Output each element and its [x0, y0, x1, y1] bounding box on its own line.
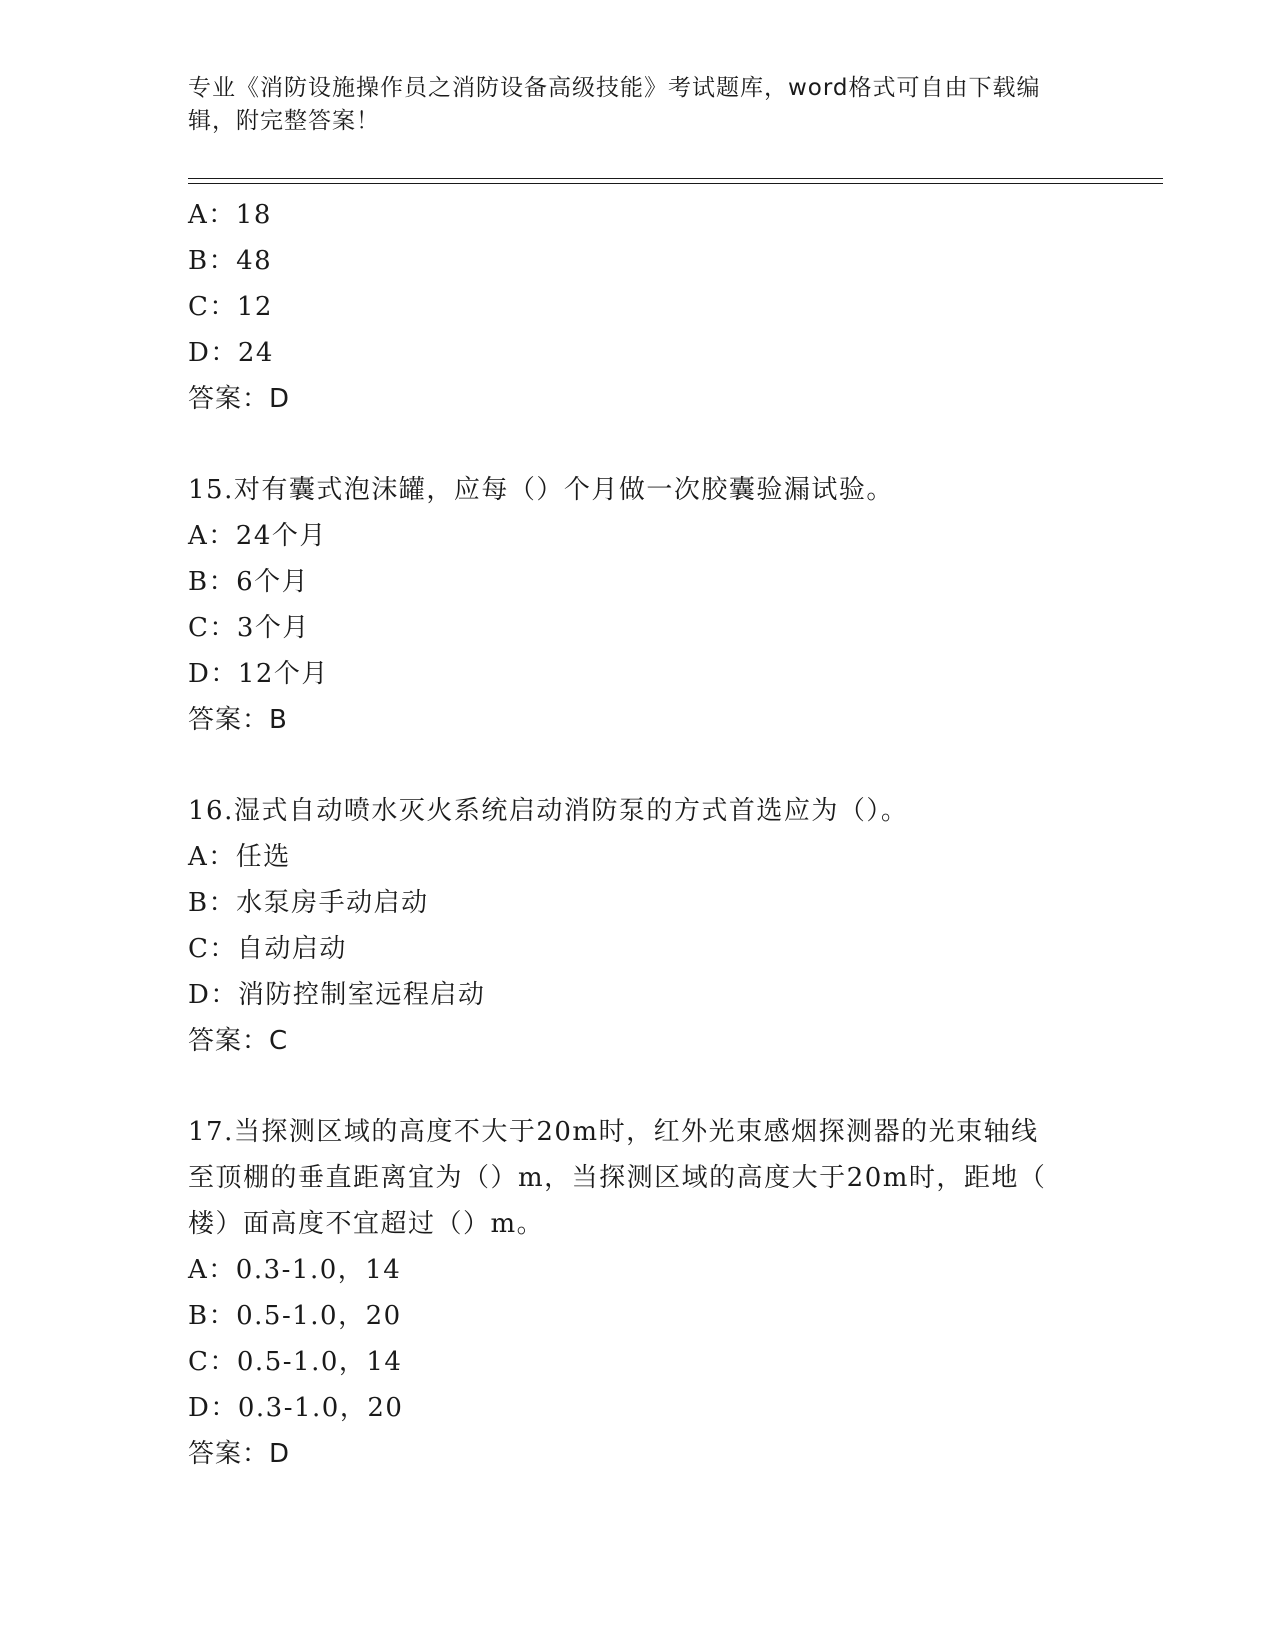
- option-c: C：自动启动: [188, 934, 347, 964]
- question-text-line-3: 楼）面高度不宜超过（）m。: [188, 1209, 545, 1239]
- option-b: B：0.5-1.0，20: [188, 1301, 402, 1331]
- header-divider-top: [188, 178, 1163, 179]
- question-list: [188, 192, 1088, 1477]
- option-d: D：0.3-1.0，20: [188, 1393, 404, 1423]
- question-text: 15.对有囊式泡沫罐，应每（）个月做一次胶囊验漏试验。: [188, 475, 894, 505]
- question-16: [188, 788, 1088, 1064]
- question-text: 16.湿式自动喷水灭火系统启动消防泵的方式首选应为（）。: [188, 796, 909, 826]
- answer: 答案：C: [188, 1026, 289, 1056]
- question-15: [188, 467, 1088, 743]
- option-a: A：24个月: [188, 521, 327, 551]
- option-b: B：48: [188, 246, 273, 276]
- question-17: [188, 1109, 1088, 1477]
- question-14: [188, 192, 1088, 422]
- option-a: A：0.3-1.0，14: [188, 1255, 402, 1285]
- document-header: 专业《消防设施操作员之消防设备高级技能》考试题库，word格式可自由下载编辑，附完整答案！: [188, 75, 1041, 134]
- option-d: D：消防控制室远程启动: [188, 980, 486, 1010]
- option-a: A：18: [188, 200, 272, 230]
- option-c: C：0.5-1.0，14: [188, 1347, 403, 1377]
- option-d: D：12个月: [188, 659, 329, 689]
- answer: 答案：D: [188, 384, 291, 414]
- question-text-line-2: 至顶棚的垂直距离宜为（）m，当探测区域的高度大于20m时，距地（: [188, 1163, 1047, 1193]
- question-text-line-1: 17.当探测区域的高度不大于20m时，红外光束感烟探测器的光束轴线: [188, 1117, 1039, 1147]
- option-a: A：任选: [188, 842, 291, 872]
- option-d: D：24: [188, 338, 274, 368]
- answer: 答案：D: [188, 1439, 291, 1469]
- answer: 答案：B: [188, 705, 288, 735]
- option-c: C：3个月: [188, 613, 310, 643]
- option-c: C：12: [188, 292, 273, 322]
- option-b: B：水泵房手动启动: [188, 888, 429, 918]
- option-b: B：6个月: [188, 567, 310, 597]
- header-divider-bottom: [188, 183, 1163, 184]
